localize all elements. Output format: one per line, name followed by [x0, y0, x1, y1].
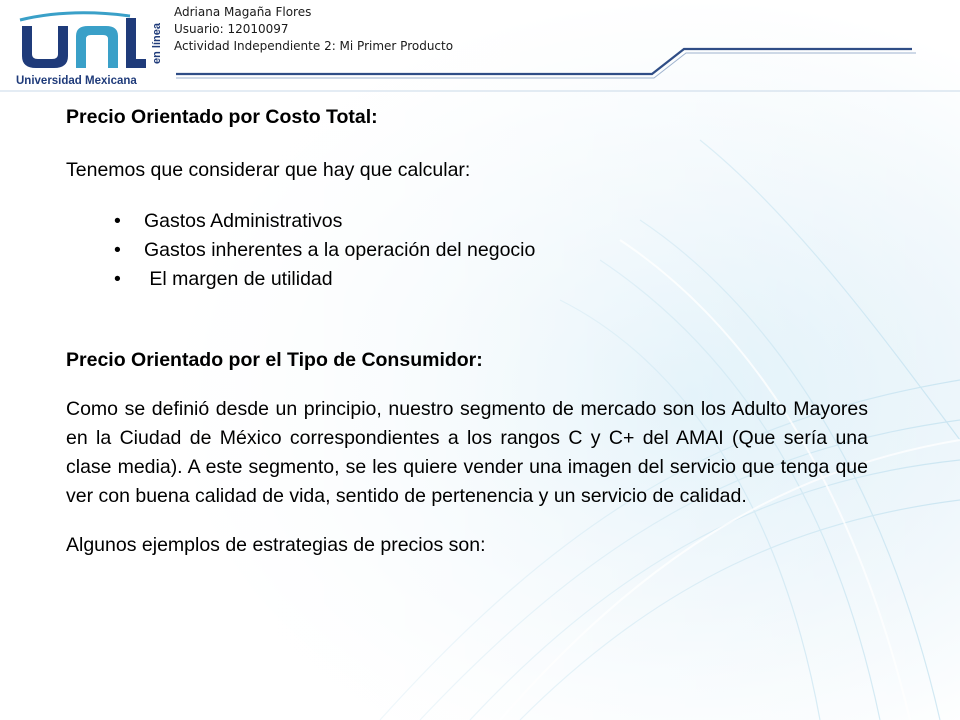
user-id: Usuario: 12010097 [174, 22, 289, 36]
universidad-logo [10, 8, 172, 90]
bullet-icon: • [114, 210, 121, 232]
bullet-icon: • [114, 268, 121, 290]
slide-header [0, 0, 960, 92]
section2-heading: Precio Orientado por el Tipo de Consumidor: [66, 349, 483, 371]
section2-body: Como se definió desde un principio, nuestro segmento de mercado son los Adulto Mayores en la Ciudad de México correspondientes a los rangos C y C+ del AMAI (Que sería una clase media). A este segmento, se les quiere vender una imagen del servicio que tenga que ver con buena calidad de vida, sentido de pertenencia y un servicio de calidad. [66, 398, 868, 507]
list-item: • Gastos Administrativos [66, 207, 868, 236]
list-item: • Gastos inherentes a la operación del negocio [66, 236, 868, 265]
section1-heading: Precio Orientado por Costo Total: [66, 106, 378, 128]
section1-intro: Tenemos que considerar que hay que calcular: [66, 159, 471, 181]
bullet-icon: • [114, 239, 121, 261]
author-name: Adriana Magaña Flores [174, 5, 312, 19]
logo-subtitle: Universidad Mexicana [16, 75, 137, 87]
slide-content [66, 103, 868, 560]
logo-side-text: en línea [151, 23, 163, 64]
header-meta [174, 4, 453, 55]
list-item: • El margen de utilidad [66, 265, 868, 294]
activity-title: Actividad Independiente 2: Mi Primer Producto [174, 39, 454, 53]
cost-bullet-list [66, 207, 868, 294]
section2-closing: Algunos ejemplos de estrategias de precios son: [66, 534, 486, 556]
